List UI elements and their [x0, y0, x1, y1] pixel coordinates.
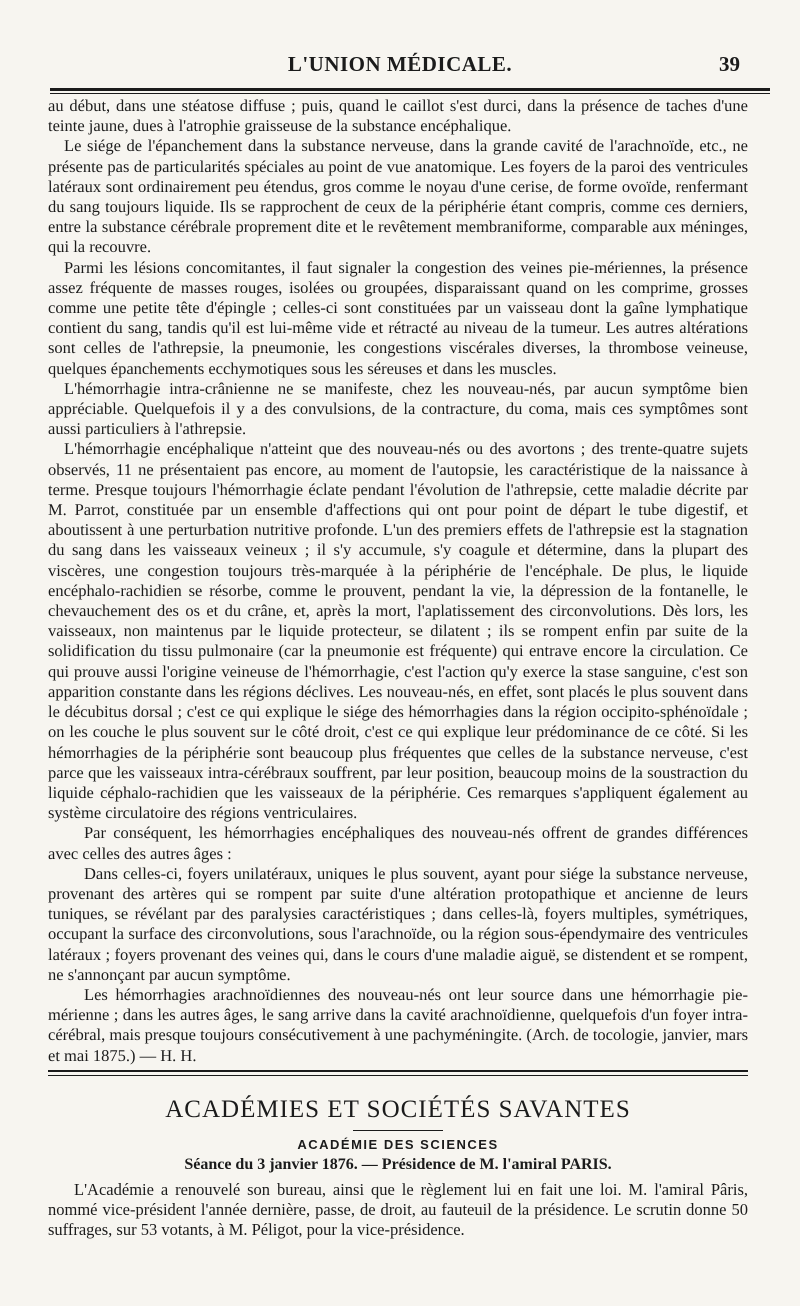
paragraph: L'hémorrhagie encéphalique n'atteint que des nouveau-nés ou des avortons ; des trente-quatre sujets observés, 11 ne présentaient pas encore, au moment de l'autopsie, les caractéristique de la naissance à terme. Presque toujours l'hémorrhagie éclate pendant l'évolution de l'athrepsie, cette maladie décrite par M. Parrot, constituée par un ensemble d'affections qui ont pour point de départ le tube digestif, et aboutissent à une perturbation nutritive profonde. L'un des premiers effets de l'athrepsie est la stagnation du sang dans les vaisseaux veineux ; il s'y accumule, s'y coagule et détermine, dans la plupart des viscères, une congestion toujours très-marquée à la périphérie de l'encéphale. De plus, le liquide encéphalo-rachidien se résorbe, comme le prouvent, pendant la vie, la dépression de la fontanelle, le chevauchement des os et du crâne, et, après la mort, l'aplatissement des circonvolutions. Dès lors, les vaisseaux, non maintenus par le liquide protecteur, se dilatent ; ils se rompent enfin par suite de la solidification du tissu pulmonaire (car la pneumonie est fréquente) qui entrave encore la circulation. Ce qui prouve aussi l'origine veineuse de l'hémorrhagie, c'est l'action qu'y exerce la stase sanguine, c'est son apparition constante dans les régions déclives. Les nouveau-nés, en effet, sont placés le plus souvent dans le décubitus dorsal ; c'est ce qui explique le siége des hémorrhagies dans la région occipito-sphénoïdale ; on les couche le plus souvent sur le côté droit, c'est ce qui explique leur prédominance de ce côté. Si les hémorrhagies de la périphérie sont beaucoup plus fréquentes que celles de la substance nerveuse, c'est parce que les vaisseaux intra-cérébraux souffrent, par leur position, beaucoup moins de la soustraction du liquide céphalo-rachidien que les vaisseaux de la périphérie. Ces remarques s'appliquent également au système circulatoire des régions ventriculaires.	[48, 439, 748, 823]
paragraph: Le siége de l'épanchement dans la substance nerveuse, dans la grande cavité de l'arachnoïde, etc., ne présente pas de particularités spéciales au point de vue anatomique. Les foyers de la paroi des ventricules latéraux sont ordinairement peu étendus, gros comme le noyau d'une cerise, de forme ovoïde, renfermant du sang toujours liquide. Ils se rapprochent de ceux de la périphérie étant compris, comme ces derniers, entre la substance cérébrale proprement dite et le revêtement membraniforme, comparable aux méninges, qui la recouvre.	[48, 136, 748, 257]
paragraph: Parmi les lésions concomitantes, il faut signaler la congestion des veines pie-mériennes, la présence assez fréquente de masses rouges, isolées ou groupées, disparaissant quand on les comprime, grosses comme une petite tête d'épingle ; celles-ci sont constituées par un vaisseau dont la gaîne lymphatique contient du sang, tandis qu'il est lui-même vide et rétracté au niveau de la tumeur. Les autres altérations sont celles de l'athrepsie, la pneumonie, les congestions viscérales diverses, la thrombose veineuse, quelques épanchements ecchymotiques sous les séreuses et dans les muscles.	[48, 257, 748, 378]
paragraph: L'Académie a renouvelé son bureau, ainsi que le règlement lui en fait une loi. M. l'amiral Pâris, nommé vice-président l'année dernière, passe, de droit, au fauteuil de la présidence. Le scrutin donne 50 suffrages, sur 53 votants, à M. Péligot, pour la vice-présidence.	[48, 1180, 748, 1239]
header-rule-thin	[50, 93, 770, 94]
section-rule	[48, 1070, 748, 1072]
subsection-title: ACADÉMIE DES SCIENCES	[297, 1137, 499, 1152]
section-title: ACADÉMIES ET SOCIÉTÉS SAVANTES	[165, 1096, 631, 1123]
running-title: L'UNION MÉDICALE.	[287, 52, 513, 76]
paragraph: Les hémorrhagies arachnoïdiennes des nouveau-nés ont leur source dans une hémorrhagie pie-mérienne ; dans les autres âges, le sang arrive dans la cavité arachnoïdienne, quelquefois d'un foyer intra-cérébral, mais presque toujours consécutivement à une pachyméningite. (Arch. de tocologie, janvier, mars et mai 1875.) — H. H.	[48, 984, 748, 1065]
paragraph: Par conséquent, les hémorrhagies encéphaliques des nouveau-nés offrent de grandes différences avec celles des autres âges :	[48, 823, 748, 863]
header-rule	[50, 88, 770, 91]
page-number: 39	[719, 52, 740, 76]
page-header	[50, 46, 750, 86]
paragraph: Dans celles-ci, foyers unilatéraux, uniques le plus souvent, ayant pour siége la substance nerveuse, provenant des artères qui se rompent par suite d'une altération protopathique et ancienne de leurs tuniques, se révélant par des paralysies caractéristiques ; dans celles-là, foyers multiples, symétriques, occupant la surface des circonvolutions, sous l'arachnoïde, ou la région sous-épendymaire des ventricules latéraux ; foyers provenant des veines qui, dans le cours d'une maladie aiguë, se distendent et se rompent, ne s'annonçant par aucun symptôme.	[48, 863, 748, 984]
section-body	[48, 1180, 748, 1240]
paragraph: L'hémorrhagie intra-crânienne ne se manifeste, chez les nouveau-nés, par aucun symptôme bien appréciable. Quelquefois il y a des convulsions, de la contracture, du coma, mais ces symptômes sont aussi particuliers à l'athrepsie.	[48, 378, 748, 439]
section-rule-thin	[48, 1075, 748, 1076]
paragraph: au début, dans une stéatose diffuse ; puis, quand le caillot s'est durci, dans la présence de taches d'une teinte jaune, dues à l'atrophie graisseuse de la substance encéphalique.	[48, 96, 748, 136]
academies-section	[48, 1070, 748, 1240]
article-body	[48, 96, 748, 1066]
session-line: Séance du 3 janvier 1876. — Présidence de M. l'amiral PARIS.	[184, 1156, 612, 1173]
title-underline	[353, 1130, 443, 1131]
